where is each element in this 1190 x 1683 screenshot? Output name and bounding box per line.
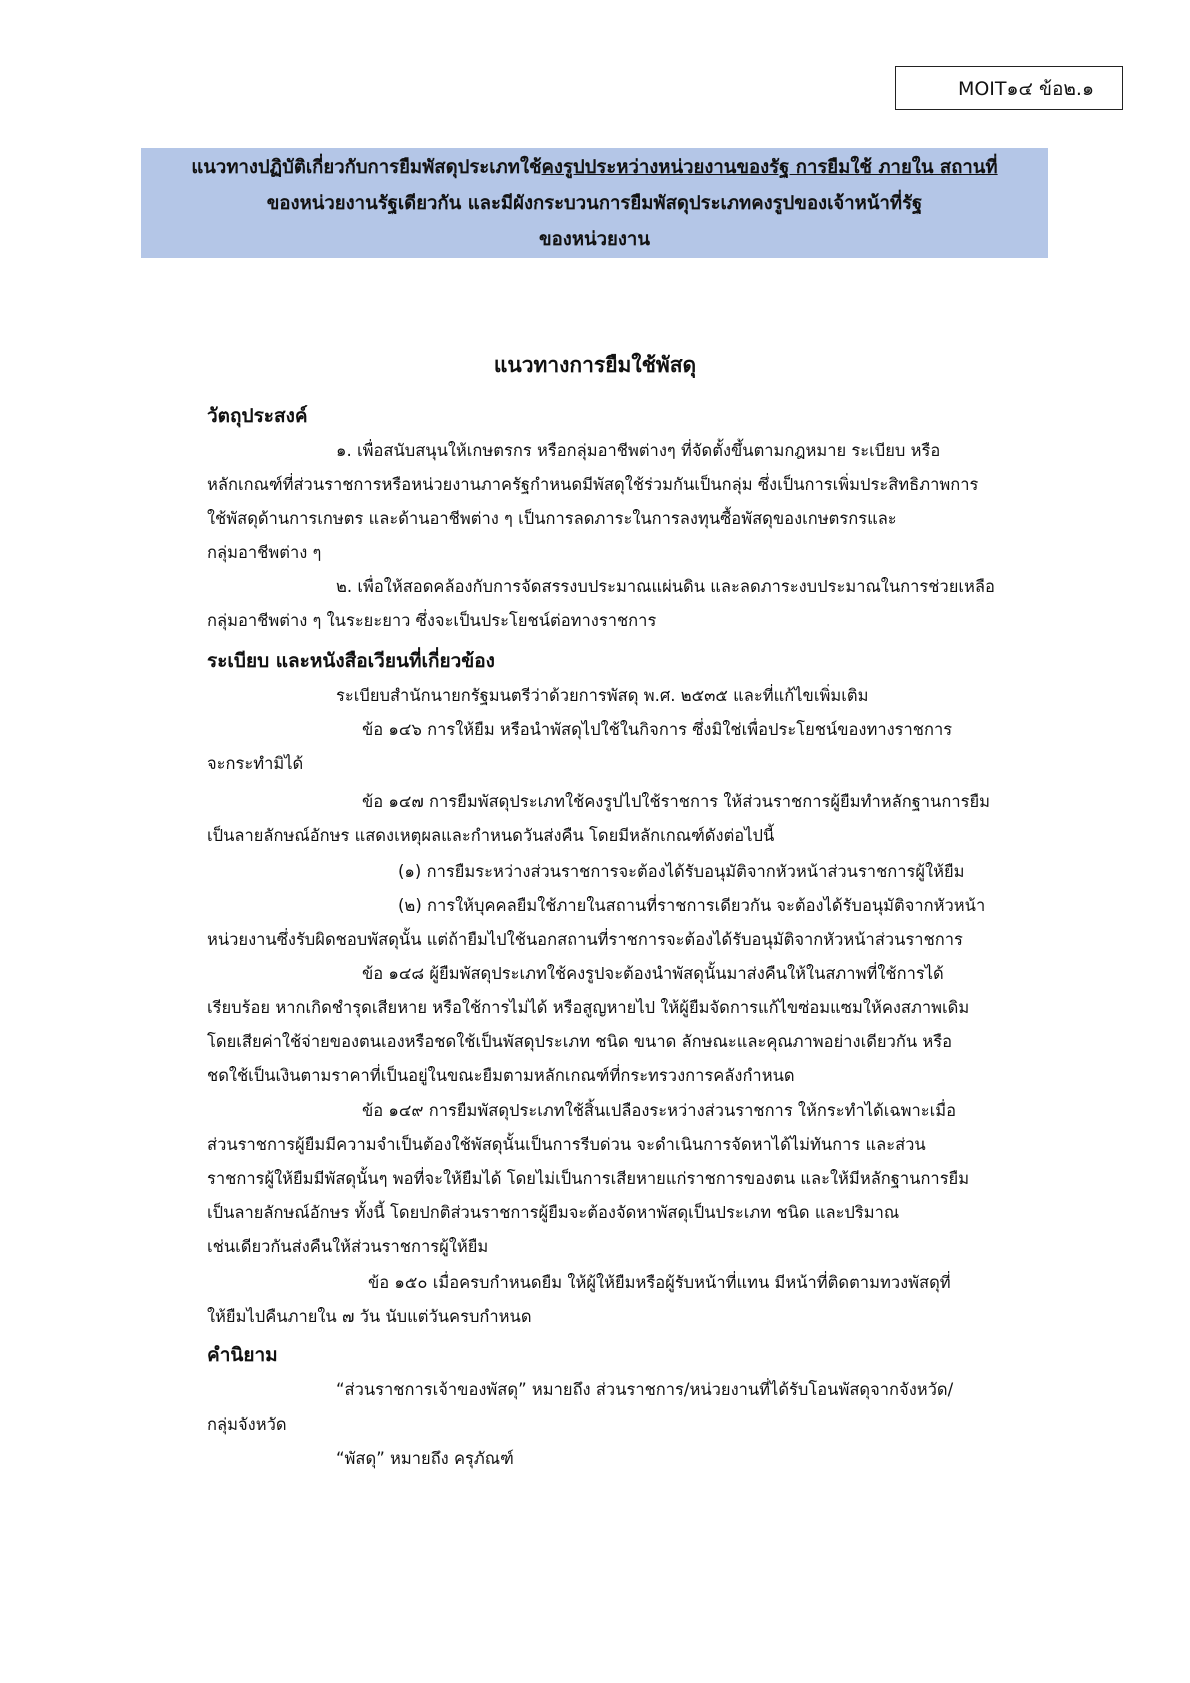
article-147-item-1: (๑) การยืมระหว่างส่วนราชการจะต้องได้รับอนุมัติจากหัวหน้าส่วนราชการผู้ให้ยืม bbox=[398, 862, 965, 881]
document-code: MOIT๑๔ ข้อ๒.๑ bbox=[957, 78, 1094, 100]
heading-banner bbox=[141, 148, 1048, 258]
objective-1-line-4: กลุ่มอาชีพต่าง ๆ bbox=[207, 543, 322, 562]
regulations-heading: ระเบียบ และหนังสือเวียนที่เกี่ยวข้อง bbox=[207, 650, 495, 672]
definition-2: “พัสดุ” หมายถึง ครุภัณฑ์ bbox=[336, 1449, 514, 1468]
article-149-line-5: เช่นเดียวกันส่งคืนให้ส่วนราชการผู้ให้ยืม bbox=[207, 1237, 489, 1256]
article-147-line-2: เป็นลายลักษณ์อักษร แสดงเหตุผลและกำหนดวันส่งคืน โดยมีหลักเกณฑ์ดังต่อไปนี้ bbox=[207, 826, 775, 845]
definition-1-line-2: กลุ่มจังหวัด bbox=[207, 1415, 287, 1434]
article-148-line-1: ข้อ ๑๔๘ ผู้ยืมพัสดุประเภทใช้คงรูปจะต้องนำพัสดุนั้นมาส่งคืนให้ในสภาพที่ใช้การได้ bbox=[362, 964, 944, 983]
article-147-line-1: ข้อ ๑๔๗ การยืมพัสดุประเภทใช้คงรูปไปใช้ราชการ ให้ส่วนราชการผู้ยืมทำหลักฐานการยืม bbox=[362, 792, 990, 811]
article-149-line-2: ส่วนราชการผู้ยืมมีความจำเป็นต้องใช้พัสดุนั้นเป็นการรีบด่วน จะดำเนินการจัดหาได้ไม่ทันการ และส่วน bbox=[207, 1135, 926, 1154]
article-149-line-4: เป็นลายลักษณ์อักษร ทั้งนี้ โดยปกติส่วนราชการผู้ยืมจะต้องจัดหาพัสดุเป็นประเภท ชนิด และปริมาณ bbox=[207, 1203, 900, 1222]
banner-line-1: แนวทางปฏิบัติเกี่ยวกับการยืมพัสดุประเภทใช้คงรูปประหว่างหน่วยงานของรัฐ การยืมใช้ ภายใน สถานที่ bbox=[191, 157, 998, 178]
banner-line-2: ของหน่วยงานรัฐเดียวกัน และมีผังกระบวนการยืมพัสดุประเภทคงรูปของเจ้าหน้าที่รัฐ bbox=[266, 193, 923, 214]
article-148-line-2: เรียบร้อย หากเกิดชำรุดเสียหาย หรือใช้การไม่ได้ หรือสูญหายไป ให้ผู้ยืมจัดการแก้ไขซ่อมแซมให้คงสภาพเดิม bbox=[207, 998, 970, 1017]
article-149-line-3: ราชการผู้ให้ยืมมีพัสดุนั้นๆ พอที่จะให้ยืมได้ โดยไม่เป็นการเสียหายแก่ราชการของตน และให้มีหลักฐานการยืม bbox=[207, 1169, 970, 1188]
article-146-line-1: ข้อ ๑๔๖ การให้ยืม หรือนำพัสดุไปใช้ในกิจการ ซึ่งมิใช่เพื่อประโยชน์ของทางราชการ bbox=[362, 720, 953, 739]
article-150-line-2: ให้ยืมไปคืนภายใน ๗ วัน นับแต่วันครบกำหนด bbox=[207, 1307, 532, 1326]
document-code-box bbox=[895, 66, 1123, 110]
article-147-item-2-line-1: (๒) การให้บุคคลยืมใช้ภายในสถานที่ราชการเดียวกัน จะต้องได้รับอนุมัติจากหัวหน้า bbox=[398, 896, 986, 915]
objective-2-line-2: กลุ่มอาชีพต่าง ๆ ในระยะยาว ซึ่งจะเป็นประโยชน์ต่อทางราชการ bbox=[207, 611, 657, 630]
objective-1-line-2: หลักเกณฑ์ที่ส่วนราชการหรือหน่วยงานภาครัฐกำหนดมีพัสดุใช้ร่วมกันเป็นกลุ่ม ซึ่งเป็นการเพิ่มประสิทธิภาพการ bbox=[207, 475, 979, 494]
document-title: แนวทางการยืมใช้พัสดุ bbox=[493, 353, 697, 377]
regulation-title: ระเบียบสำนักนายกรัฐมนตรีว่าด้วยการพัสดุ พ.ศ. ๒๕๓๕ และที่แก้ไขเพิ่มเติม bbox=[336, 686, 869, 705]
objectives-heading: วัตถุประสงค์ bbox=[207, 405, 308, 427]
article-149-line-1: ข้อ ๑๔๙ การยืมพัสดุประเภทใช้สิ้นเปลืองระหว่างส่วนราชการ ให้กระทำได้เฉพาะเมื่อ bbox=[362, 1101, 957, 1120]
article-148-line-4: ชดใช้เป็นเงินตามราคาที่เป็นอยู่ในขณะยืมตามหลักเกณฑ์ที่กระทรวงการคลังกำหนด bbox=[207, 1066, 795, 1085]
article-146-line-2: จะกระทำมิได้ bbox=[207, 754, 304, 773]
article-148-line-3: โดยเสียค่าใช้จ่ายของตนเองหรือชดใช้เป็นพัสดุประเภท ชนิด ขนาด ลักษณะและคุณภาพอย่างเดียวกัน หรือ bbox=[207, 1032, 953, 1051]
banner-line-3: ของหน่วยงาน bbox=[539, 229, 650, 250]
article-150-line-1: ข้อ ๑๕๐ เมื่อครบกำหนดยืม ให้ผู้ให้ยืมหรือผู้รับหน้าที่แทน มีหน้าที่ติดตามทวงพัสดุที่ bbox=[368, 1273, 951, 1292]
objective-1-line-1: ๑. เพื่อสนับสนุนให้เกษตรกร หรือกลุ่มอาชีพต่างๆ ที่จัดตั้งขึ้นตามกฎหมาย ระเบียบ หรือ bbox=[336, 441, 941, 460]
article-147-item-2-line-2: หน่วยงานซึ่งรับผิดชอบพัสดุนั้น แต่ถ้ายืมไปใช้นอกสถานที่ราชการจะต้องได้รับอนุมัติจากหัวหน้าส่วนราชการ bbox=[207, 930, 963, 949]
objective-2-line-1: ๒. เพื่อให้สอดคล้องกับการจัดสรรงบประมาณแผ่นดิน และลดภาระงบประมาณในการช่วยเหลือ bbox=[336, 577, 995, 596]
definition-1-line-1: “ส่วนราชการเจ้าของพัสดุ” หมายถึง ส่วนราชการ/หน่วยงานที่ได้รับโอนพัสดุจากจังหวัด/ bbox=[336, 1380, 954, 1399]
objective-1-line-3: ใช้พัสดุด้านการเกษตร และด้านอาชีพต่าง ๆ เป็นการลดภาระในการลงทุนซื้อพัสดุของเกษตรกรและ bbox=[207, 509, 897, 528]
definitions-heading: คำนิยาม bbox=[207, 1344, 278, 1366]
